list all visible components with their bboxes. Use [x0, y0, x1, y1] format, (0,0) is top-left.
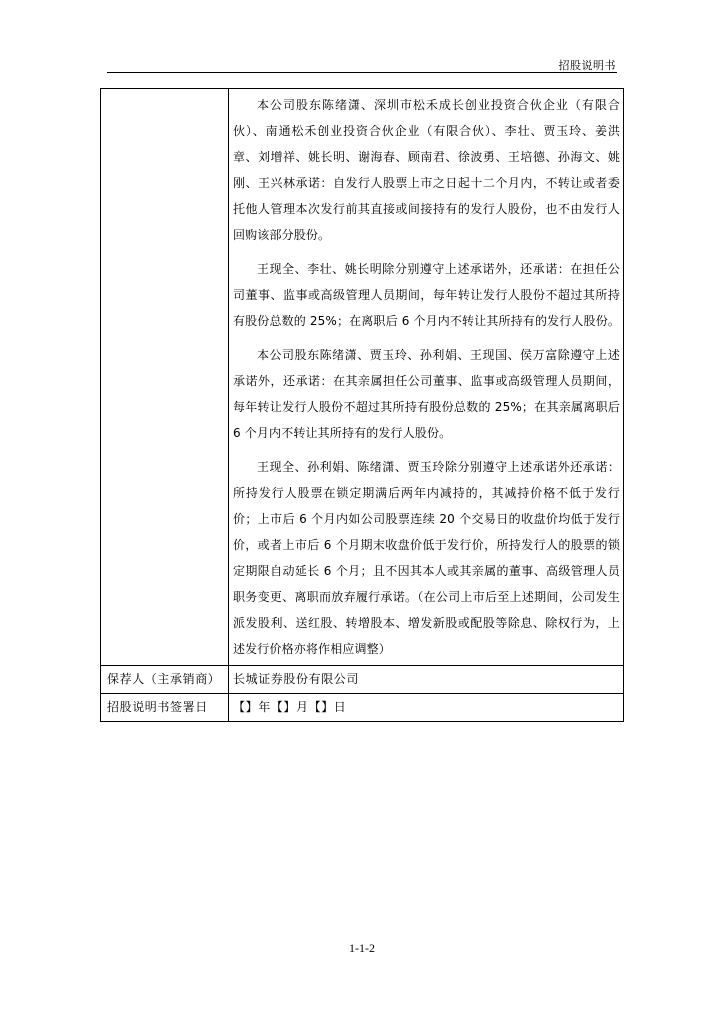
info-table: [100, 88, 624, 722]
signing-date-value: 【】年【】月【】日: [229, 694, 624, 722]
commitment-paragraph: 本公司股东陈绪潇、深圳市松禾成长创业投资合伙企业（有限合伙）、南通松禾创业投资合伙企业（有限合伙）、李壮、贾玉玲、姜洪章、刘增祥、姚长明、谢海春、顾南君、徐波勇、王培德、孙海文、姚刚、王兴林承诺：自发行人股票上市之日起十二个月内，不转让或者委托他人管理本次发行前其直接或间接持有的发行人股份，也不由发行人回购该部分股份。: [233, 98, 620, 242]
page-number: 1-1-2: [349, 941, 375, 955]
commitments-row: [101, 89, 624, 666]
signing-date-row: [101, 694, 624, 722]
signing-date-label: 招股说明书签署日: [101, 694, 229, 722]
sponsor-value: 长城证券股份有限公司: [229, 666, 624, 694]
commitment-paragraph: 王现全、孙利娟、陈绪潇、贾玉玲除分别遵守上述承诺外还承诺：所持发行人股票在锁定期满后两年内减持的，其减持价格不低于发行价；上市后 6 个月内如公司股票连续 20 个交易日的收盘价均低于发行价，或者上市后 6 个月期末收盘价低于发行价，所持发行人的股票的锁定期限自动延长 6 个月；且不因其本人或其亲属的董事、高级管理人员职务变更、离职而放弃履行承诺。（在公司上市后至上述期间，公司发生派发股利、送红股、转增股本、增发新股或配股等除息、除权行为，上述发行价格亦将作相应调整）: [233, 460, 620, 656]
sponsor-label: 保荐人（主承销商）: [101, 666, 229, 694]
commitment-paragraph: 王现全、李壮、姚长明除分别遵守上述承诺外，还承诺：在担任公司董事、监事或高级管理人员期间，每年转让发行人股份不超过其所持有股份总数的 25%；在离职后 6 个月内不转让其所持有的发行人股份。: [233, 262, 621, 328]
header-divider: [107, 72, 617, 73]
document-header-title: 招股说明书: [558, 59, 616, 72]
commitments-label-cell: [101, 89, 229, 666]
commitments-content-cell: [229, 89, 624, 666]
commitment-paragraph: 本公司股东陈绪潇、贾玉玲、孙利娟、王现国、侯万富除遵守上述承诺外，还承诺：在其亲属担任公司董事、监事或高级管理人员期间，每年转让发行人股份不超过其所持有股份总数的 25%；在其亲属离职后 6 个月内不转让其所持有的发行人股份。: [233, 348, 620, 440]
sponsor-row: [101, 666, 624, 694]
